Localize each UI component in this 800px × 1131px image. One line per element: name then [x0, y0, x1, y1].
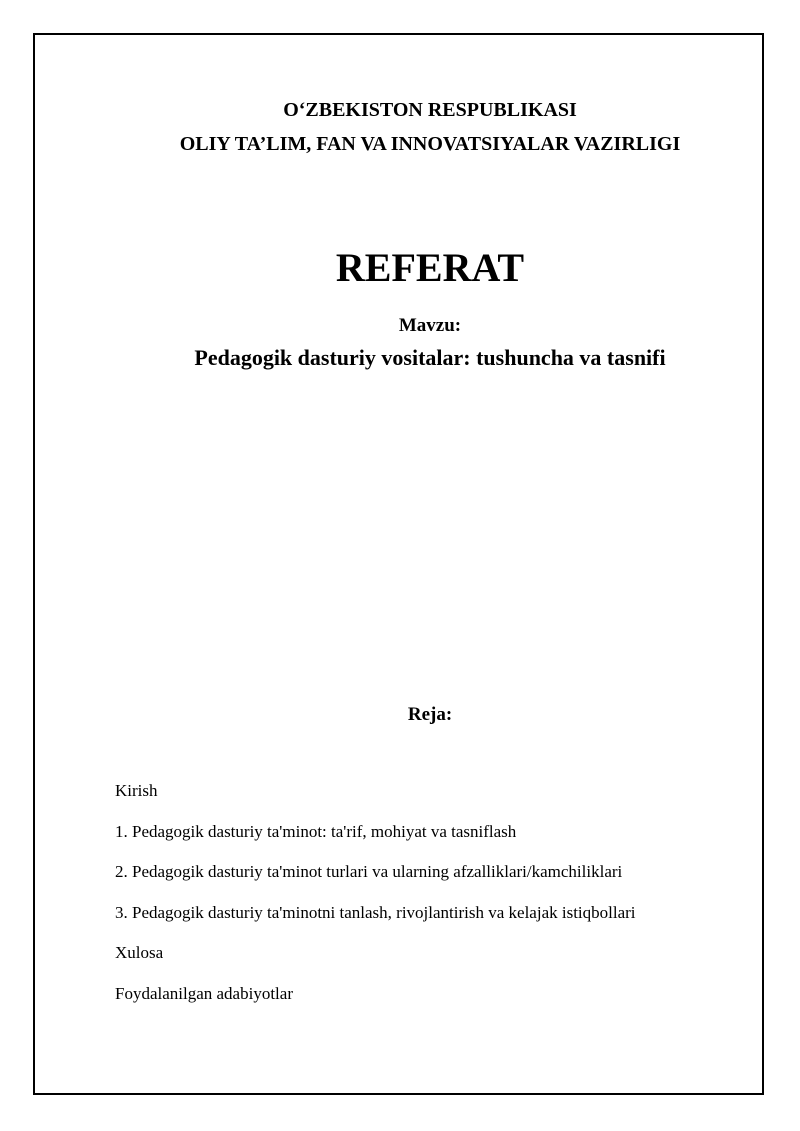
plan-item-3: 3. Pedagogik dasturiy ta'minotni tanlash, rivojlantirish va kelajak istiqbollari	[115, 902, 636, 922]
plan-item-conclusion: Xulosa	[115, 943, 164, 962]
topic-label: Mavzu:	[398, 315, 462, 336]
document-type-title: REFERAT	[335, 245, 525, 290]
plan-heading: Reja:	[407, 704, 453, 725]
plan-list	[115, 779, 636, 1022]
header-country: O‘ZBEKISTON RESPUBLIKASI	[283, 99, 577, 121]
plan-item-references: Foydalanilgan adabiyotlar	[115, 983, 293, 1003]
plan-item-1: 1. Pedagogik dasturiy ta'minot: ta'rif, mohiyat va tasniflash	[115, 821, 517, 841]
plan-item-introduction: Kirish	[115, 781, 158, 800]
topic-title: Pedagogik dasturiy vositalar: tushuncha va tasnifi	[194, 345, 666, 370]
plan-item-2: 2. Pedagogik dasturiy ta'minot turlari va ularning afzalliklari/kamchiliklari	[115, 862, 623, 881]
header-ministry: OLIY TA’LIM, FAN VA INNOVATSIYALAR VAZIRLIGI	[179, 133, 681, 155]
ministry-header	[0, 93, 800, 161]
